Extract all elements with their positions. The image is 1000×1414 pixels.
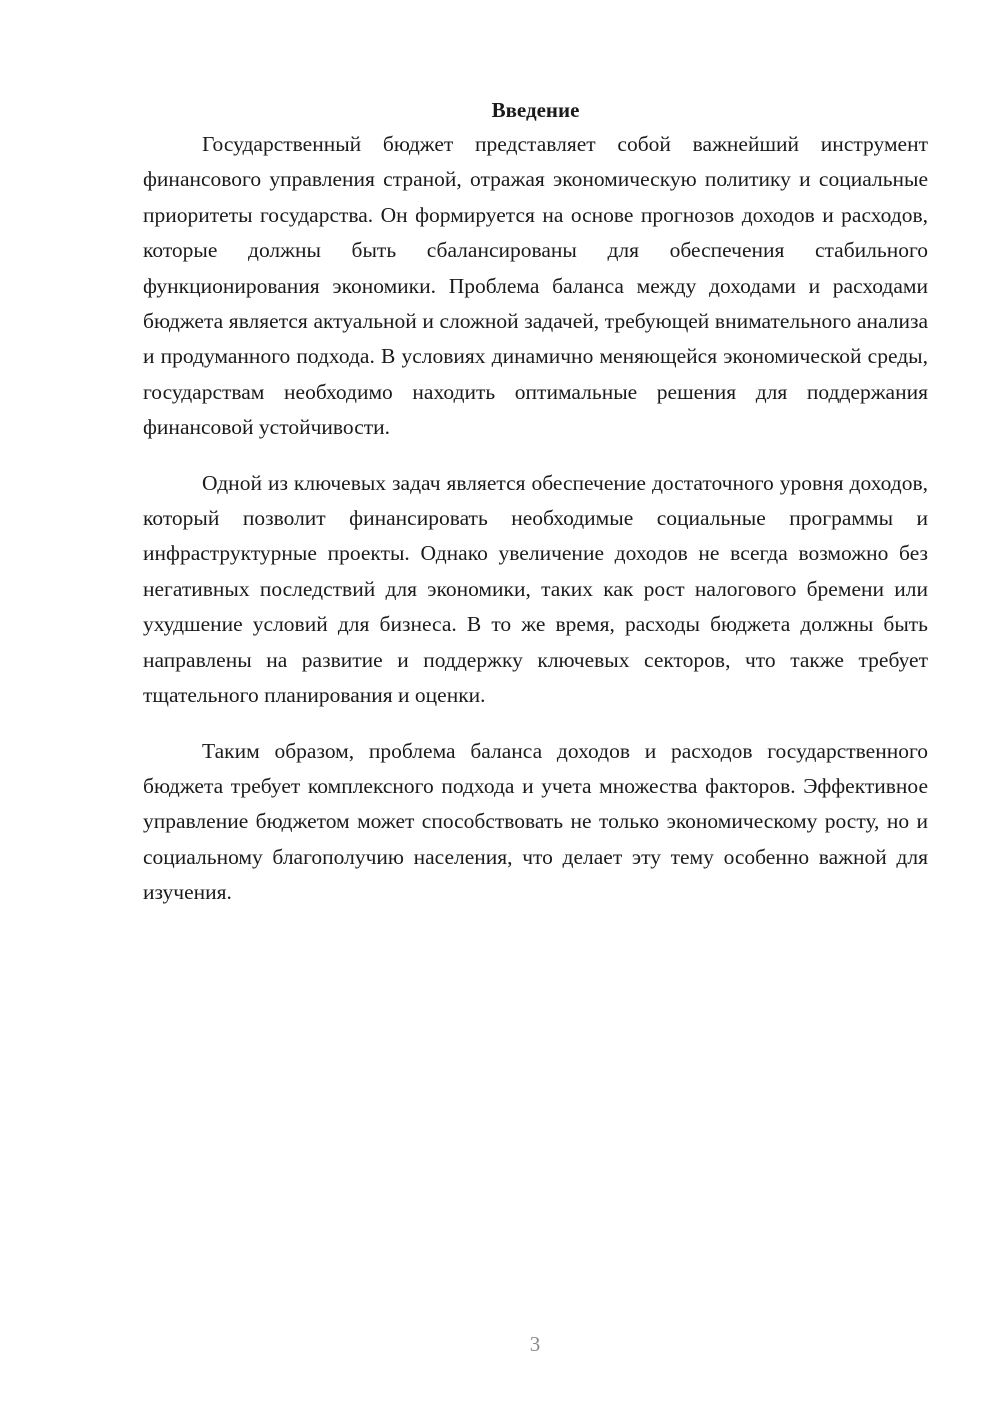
paragraph-1: Государственный бюджет представляет собой важнейший инструмент финансового управления страной, отражая экономическую политику и социальные приоритеты государства. Он формируется на основе прогнозов доходов и расходов, которые должны быть сбалансированы для обеспечения стабильного функционирования экономики. Проблема баланса между доходами и расходами бюджета является актуальной и сложной задачей, требующей внимательного анализа и продуманного подхода. В условиях динамично меняющейся экономической среды, государствам необходимо находить оптимальные решения для поддержания финансовой устойчивости. [143, 132, 928, 440]
section-heading: Введение [491, 98, 580, 122]
paragraph-3: Таким образом, проблема баланса доходов и расходов государственного бюджета требует комплексного подхода и учета множества факторов. Эффективное управление бюджетом может способствовать не только экономическому росту, но и социальному благополучию населения, что делает эту тему особенно важной для изучения. [143, 738, 928, 905]
page-content [143, 94, 928, 911]
paragraph-2: Одной из ключевых задач является обеспечение достаточного уровня доходов, который позволит финансировать необходимые социальные программы и инфраструктурные проекты. Однако увеличение доходов не всегда возможно без негативных последствий для экономики, таких как рост налогового бремени или ухудшение условий для бизнеса. В то же время, расходы бюджета должны быть направлены на развитие и поддержку ключевых секторов, что также требует тщательного планирования и оценки. [143, 470, 928, 708]
page-number: 3 [529, 1332, 541, 1356]
